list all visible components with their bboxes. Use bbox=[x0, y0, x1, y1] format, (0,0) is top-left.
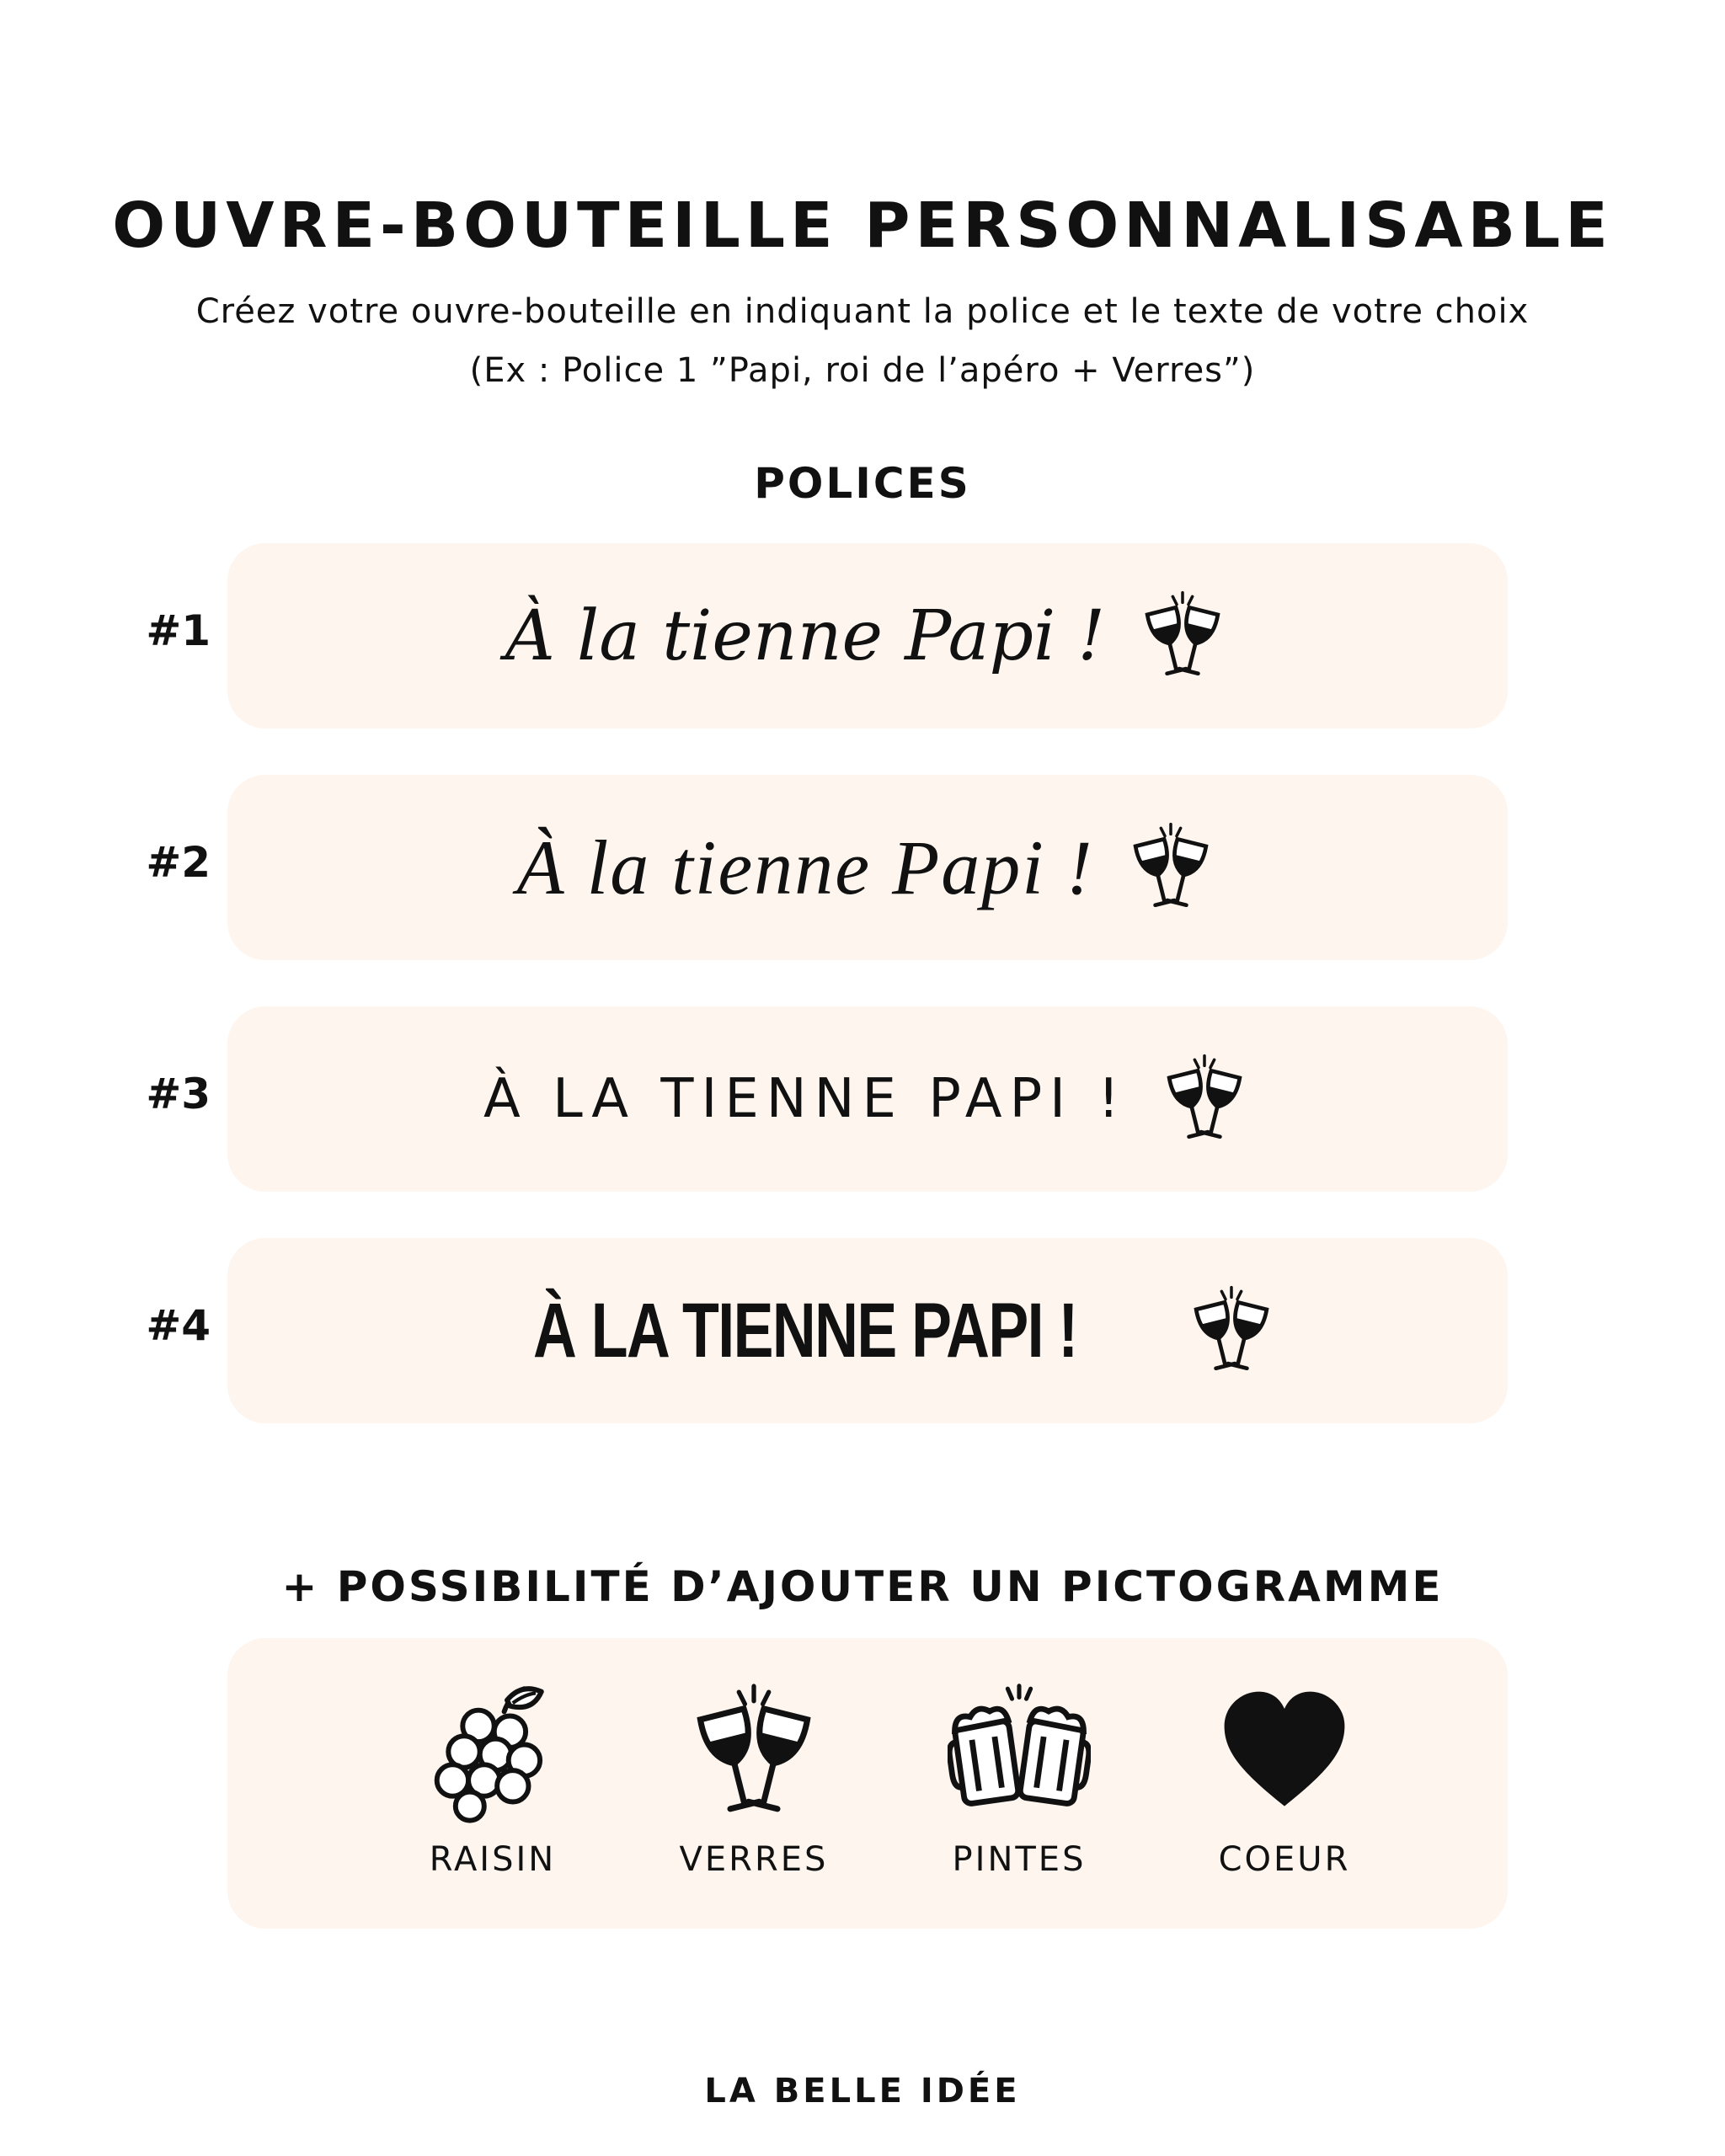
wine-glasses-icon bbox=[1184, 1283, 1279, 1378]
font-sample-text: À la tienne Papi ! bbox=[516, 825, 1094, 910]
pictogram-raisin bbox=[400, 1680, 585, 1879]
font-sample-text: À LA TIENNE PAPI ! bbox=[533, 1287, 1077, 1374]
font-sample-text: À la tienne Papi ! bbox=[505, 595, 1106, 676]
font-sample-panel bbox=[227, 1238, 1508, 1423]
font-number: #2 bbox=[146, 838, 211, 887]
wine-glasses-icon bbox=[682, 1680, 825, 1823]
grapes-icon bbox=[421, 1680, 564, 1823]
subtitle-line-2: (Ex : Police 1 ”Papi, roi de l’apéro + Verres”) bbox=[469, 351, 1256, 390]
font-option-4 bbox=[0, 1238, 1725, 1423]
font-sample-panel bbox=[227, 775, 1508, 960]
fonts-heading: POLICES bbox=[754, 459, 971, 508]
pictogram-label: RAISIN bbox=[429, 1840, 557, 1879]
brand-footer: LA BELLE IDÉE bbox=[704, 2072, 1021, 2111]
font-option-3 bbox=[0, 1006, 1725, 1192]
heart-icon bbox=[1213, 1680, 1356, 1823]
wine-glasses-icon bbox=[1135, 589, 1230, 683]
pictogram-pintes bbox=[927, 1680, 1112, 1879]
pictogram-label: COEUR bbox=[1218, 1840, 1351, 1879]
page-title: OUVRE-BOUTEILLE PERSONNALISABLE bbox=[112, 189, 1613, 262]
pictogram-verres bbox=[661, 1680, 846, 1879]
font-number: #1 bbox=[146, 606, 211, 655]
font-option-2 bbox=[0, 775, 1725, 960]
font-number: #3 bbox=[146, 1070, 211, 1118]
pictogram-label: VERRES bbox=[679, 1840, 829, 1879]
font-number: #4 bbox=[146, 1301, 211, 1350]
pictogram-coeur bbox=[1192, 1680, 1377, 1879]
pictogram-label: PINTES bbox=[952, 1840, 1087, 1879]
wine-glasses-icon bbox=[1124, 820, 1218, 915]
subtitle-line-1: Créez votre ouvre-bouteille en indiquant la police et le texte de votre choix bbox=[195, 292, 1530, 331]
page-subtitle bbox=[0, 282, 1725, 400]
font-sample-text: À LA TIENNE PAPI ! bbox=[483, 1068, 1128, 1130]
font-option-1 bbox=[0, 543, 1725, 728]
font-sample-panel bbox=[227, 1006, 1508, 1192]
pictograms-panel bbox=[227, 1638, 1508, 1929]
wine-glasses-icon bbox=[1157, 1052, 1252, 1146]
font-sample-panel bbox=[227, 543, 1508, 728]
pictograms-heading: + POSSIBILITÉ D’AJOUTER UN PICTOGRAMME bbox=[281, 1562, 1444, 1611]
beer-mugs-icon bbox=[948, 1680, 1091, 1823]
